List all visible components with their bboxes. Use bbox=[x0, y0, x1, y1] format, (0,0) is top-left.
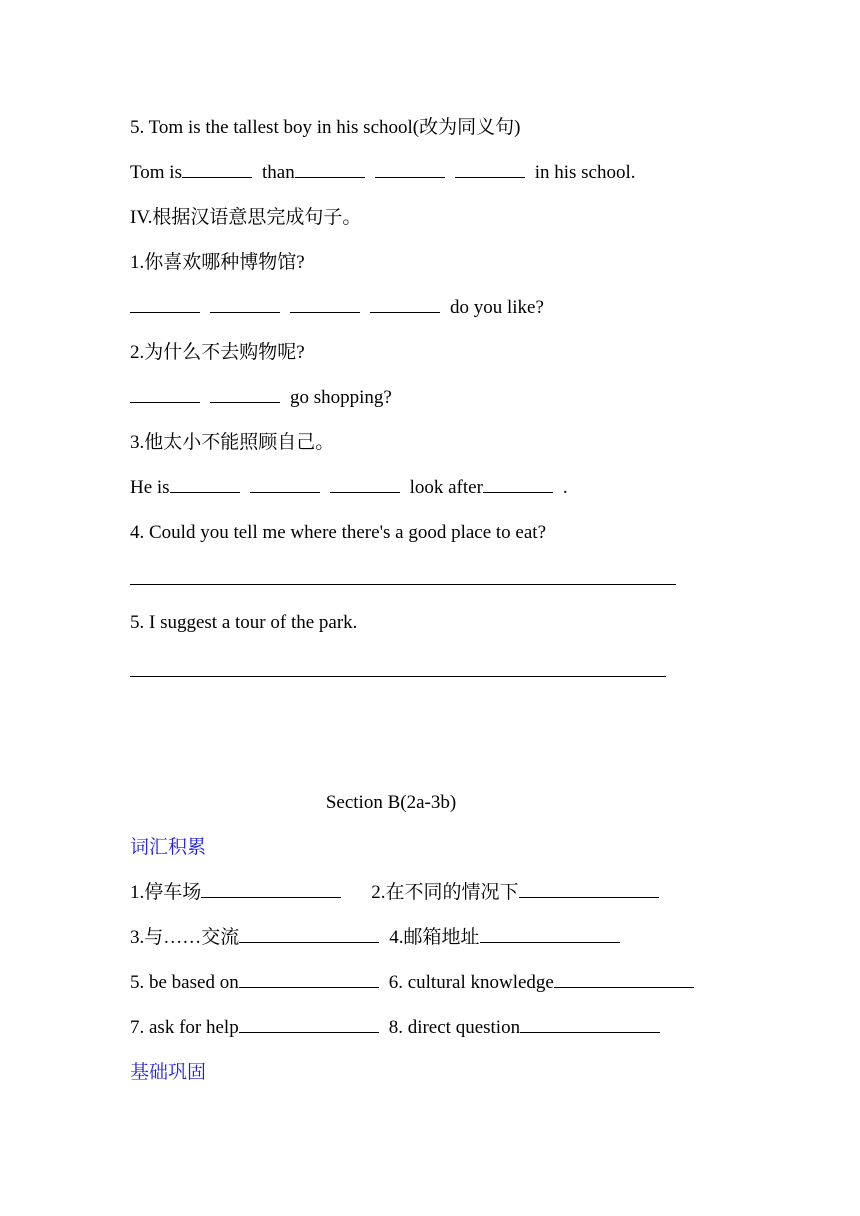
section-b-title: Section B(2a-3b) bbox=[325, 792, 457, 813]
answer-blank[interactable] bbox=[210, 296, 280, 313]
q5-part1: Tom is bbox=[130, 162, 182, 183]
iv3-mid: look after bbox=[409, 477, 483, 498]
answer-blank[interactable] bbox=[170, 476, 240, 493]
vocab-item-label: 2.在不同的情况下 bbox=[371, 882, 519, 903]
q5-part3: in his school. bbox=[534, 162, 636, 183]
iv2-chinese: 2.为什么不去购物呢? bbox=[130, 342, 305, 363]
answer-blank[interactable] bbox=[201, 881, 341, 898]
answer-blank[interactable] bbox=[182, 161, 252, 178]
iv1-chinese: 1.你喜欢哪种博物馆? bbox=[130, 252, 305, 273]
vocab-row bbox=[130, 881, 659, 905]
answer-blank[interactable] bbox=[295, 161, 365, 178]
answer-blank[interactable] bbox=[210, 386, 280, 403]
vocab-item-label: 3.与……交流 bbox=[130, 927, 240, 948]
answer-blank[interactable] bbox=[239, 1016, 379, 1033]
vocab-heading: 词汇积累 bbox=[130, 837, 207, 858]
section-iv-heading: IV.根据汉语意思完成句子。 bbox=[130, 207, 362, 228]
answer-blank[interactable] bbox=[290, 296, 360, 313]
answer-blank[interactable] bbox=[130, 386, 200, 403]
vocab-item-label: 6. cultural knowledge bbox=[388, 972, 554, 993]
answer-blank[interactable] bbox=[519, 881, 659, 898]
iv2-answer-line bbox=[130, 386, 392, 410]
answer-blank[interactable] bbox=[554, 971, 694, 988]
answer-blank[interactable] bbox=[375, 161, 445, 178]
answer-blank[interactable] bbox=[483, 476, 553, 493]
iv1-end: do you like? bbox=[450, 297, 544, 318]
iv3-start: He is bbox=[130, 477, 170, 498]
vocab-row bbox=[130, 971, 694, 995]
iv3-end: . bbox=[562, 477, 568, 498]
answer-blank[interactable] bbox=[239, 971, 379, 988]
answer-blank[interactable] bbox=[370, 296, 440, 313]
answer-blank[interactable] bbox=[130, 296, 200, 313]
q5-prompt: 5. Tom is the tallest boy in his school(改为同义句) bbox=[130, 117, 521, 138]
basics-heading: 基础巩固 bbox=[130, 1062, 207, 1083]
iv4-english: 4. Could you tell me where there's a good place to eat? bbox=[130, 522, 547, 543]
vocab-item-label: 5. be based on bbox=[130, 972, 239, 993]
answer-blank[interactable] bbox=[520, 1016, 660, 1033]
iv2-end: go shopping? bbox=[290, 387, 392, 408]
iv5-answer-rule[interactable] bbox=[130, 676, 666, 677]
iv3-answer-line bbox=[130, 476, 568, 500]
answer-blank[interactable] bbox=[330, 476, 400, 493]
answer-blank[interactable] bbox=[480, 926, 620, 943]
q5-part2: than bbox=[261, 162, 295, 183]
q5-answer-line bbox=[130, 161, 636, 185]
vocab-row bbox=[130, 1016, 660, 1040]
iv5-english: 5. I suggest a tour of the park. bbox=[130, 612, 358, 633]
iv3-chinese: 3.他太小不能照顾自己。 bbox=[130, 432, 335, 453]
vocab-item-label: 8. direct question bbox=[388, 1017, 521, 1038]
vocab-row bbox=[130, 926, 620, 950]
answer-blank[interactable] bbox=[250, 476, 320, 493]
vocab-item-label: 1.停车场 bbox=[130, 882, 202, 903]
vocab-item-label: 7. ask for help bbox=[130, 1017, 239, 1038]
iv1-answer-line bbox=[130, 296, 544, 320]
vocab-item-label: 4.邮箱地址 bbox=[389, 927, 480, 948]
answer-blank[interactable] bbox=[455, 161, 525, 178]
answer-blank[interactable] bbox=[239, 926, 379, 943]
iv4-answer-rule[interactable] bbox=[130, 584, 676, 585]
